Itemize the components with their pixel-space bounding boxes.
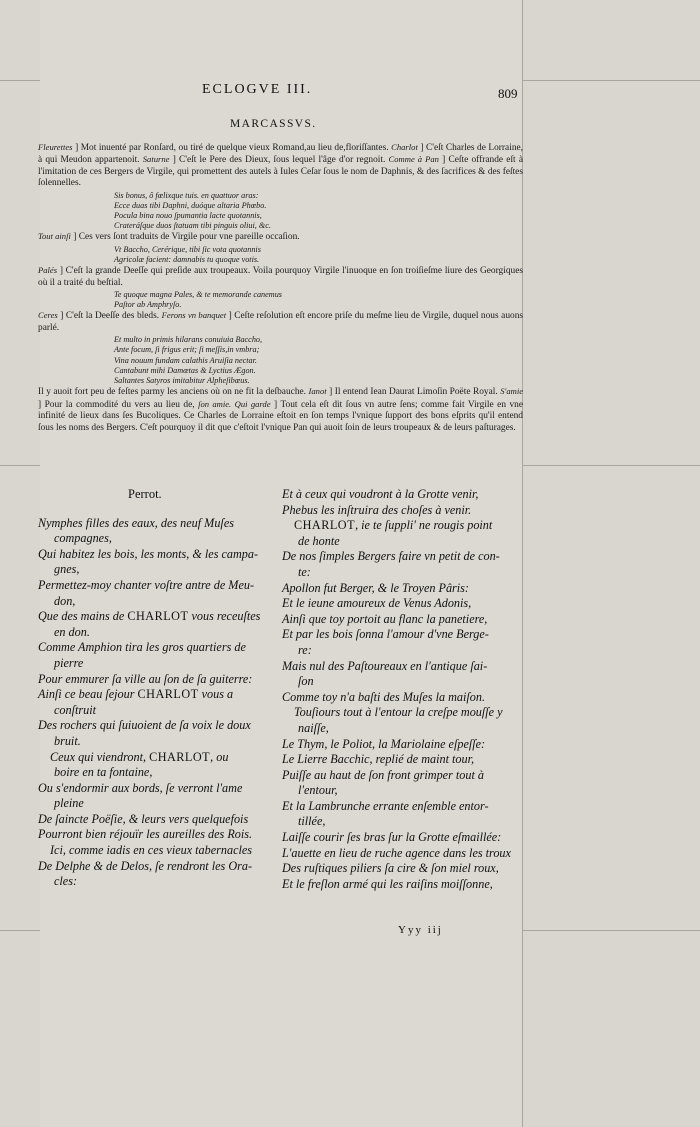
poem-line: conſtruit <box>54 702 96 717</box>
poem-line: don, <box>54 593 76 608</box>
poem-line: Le Lierre Bacchic, replié de maint tour, <box>282 752 475 767</box>
note-paragraph <box>38 265 523 289</box>
poem-line: Permettez-moy chanter voſtre antre de Meu- <box>38 577 255 592</box>
note-lemma: Ferons vn banquet <box>161 310 227 321</box>
poem-line: Des rochers qui ſuiuoient de ſa voix le doux <box>38 718 251 733</box>
poem-line: Apollon fut Berger, & le Troyen Pâris: <box>282 580 469 595</box>
poem-line: te: <box>298 564 311 579</box>
latin-quote <box>114 290 523 310</box>
poem-line: Le Thym, le Poliot, la Mariolaine eſpeſſe: <box>282 736 486 751</box>
poem-line: Laiſſe courir ſes bras ſur la Grotte eſmaillée: <box>282 830 502 845</box>
note-lemma: Tout ainſi <box>38 231 71 242</box>
poem-column-right <box>282 487 524 892</box>
poem-line: compagnes, <box>54 531 112 546</box>
poem-line: Et par les bois ſonna l'amour d'vne Berge- <box>282 627 489 642</box>
poem-line: De ſaincte Poëſie, & leurs vers quelquefois <box>38 811 249 826</box>
quote-line: Sis bonus, ô fœlixque tuis. en quattuor aras: <box>114 190 259 200</box>
note-paragraph <box>38 142 523 190</box>
note-text: ] Tout cela eſt dit ſous vn autre ſens; comme fait Virgile en vne infinité de lieux dans ſes Bucoliques. Ce Charles de Lorraine eſtoit en ſon temps l'vnique ſupport des bons eſprits qu'il entend ſous les noms des Bergers. C'eſt pourquoy il dit que c'eſtoit l'vnique Pan qui auoit ſoin de leurs troupeaux & de leurs paſturages. <box>38 399 524 433</box>
poem-line: Que des mains de CHARLOT vous receuſtes <box>38 609 261 624</box>
quote-line: Cantabunt mihi Damœtas & Lyctius Ægon. <box>114 365 256 375</box>
poem-line: cles: <box>54 874 78 889</box>
quote-line: Te quoque magna Pales, & te memorande canemus <box>114 290 282 300</box>
poem-line: l'entour, <box>298 783 338 798</box>
quote-line: Pocula bina nouo ſpumantia lacte quotannis, <box>114 211 262 221</box>
note-lemma: Ianot <box>308 386 327 397</box>
latin-quote <box>114 191 523 232</box>
note-text: ] Ceſte offrande eſt à l'imitation de ces Bergers de Virgile, qui promettent des autels à Iules Ceſar ſous le nom de Daphnis, & des ſacrifices & des feſtes ſolennelles. <box>38 155 524 189</box>
note-text: ] C'eſt la grande Deeſſe qui preſide aux troupeaux. Voila pourquoy Virgile l'inuoque en ſon troiſieſme liure des Georgiques où il a traité du beſtial. <box>38 266 524 288</box>
poem-line: Ceux qui viendront, CHARLOT, ou <box>50 749 229 764</box>
catchword: Yyy iij <box>398 924 443 936</box>
note-paragraph <box>38 231 523 243</box>
quote-line: Paſtor ab Amphryſo. <box>114 300 182 310</box>
poem-line: Comme Amphion tira les gros quartiers de <box>38 640 246 655</box>
note-lemma: Qui garde <box>234 398 271 409</box>
poem-line: Mais nul des Paſtoureaux en l'antique ſai- <box>282 658 488 673</box>
poem-line: de honte <box>298 533 340 548</box>
note-text: ] Ces vers ſont traduits de Virgile pour vne pareille occaſion. <box>73 232 300 243</box>
poem-line: Et le freſlon armé qui les raiſins moiſſonne, <box>282 876 493 891</box>
note-text: ] Ceſte reſolution eſt encore priſe du meſme lieu de Virgile, duquel nous auons parlé. <box>38 311 524 333</box>
poem-line: en don. <box>54 624 90 639</box>
quote-line: Crateráſque duos ſtatuam tibi pinguis oliui, &c. <box>114 221 271 231</box>
name-charlot: CHARLOT <box>149 749 211 764</box>
poem-line: CHARLOT, ie te ſuppli' ne rougis point <box>294 518 493 533</box>
poem-line: Ainſi ce beau ſejour CHARLOT vous a <box>38 687 234 702</box>
poem-line: re: <box>298 642 312 657</box>
poem-line: Phebus les inſtruira des choſes à venir. <box>282 502 472 517</box>
poem-line: Pourront bien réjouïr les aureilles des Rois. <box>38 827 253 842</box>
name-charlot: CHARLOT <box>137 687 199 702</box>
note-lemma: Palés <box>38 265 58 276</box>
speaker-name: Perrot. <box>128 487 162 501</box>
poem-line: Touſiours tout à l'entour la creſpe mouſſe y <box>294 705 503 720</box>
poem-line: De Delphe & de Delos, ſe rendront les Ora- <box>38 858 253 873</box>
quote-line: Agricolæ facient: damnabis tu quoque votis. <box>114 255 260 265</box>
section-title: MARCASSVS. <box>230 118 317 130</box>
poem-line: pleine <box>54 796 84 811</box>
poem-line: Ici, comme iadis en ces vieux tabernacles <box>50 843 253 858</box>
poem-line: Qui habitez les bois, les monts, & les campa- <box>38 546 259 561</box>
poem-line: Pour emmurer ſa ville au ſon de ſa guiterre: <box>38 671 253 686</box>
poem-line: Des ruſtiques piliers ſa cire & ſon miel roux, <box>282 861 499 876</box>
note-lemma: Fleurettes <box>38 142 73 152</box>
poem-line: tillée, <box>298 814 326 829</box>
note-lemma: Saturne <box>142 154 170 165</box>
note-text: Il y auoit fort peu de feſtes parmy les anciens où on ne fit la deſbauche. <box>38 387 307 398</box>
poem-line: Ou s'endormir aux bords, ſe verront l'ame <box>38 780 243 795</box>
note-lemma: Ceres <box>38 310 58 321</box>
name-charlot: CHARLOT <box>127 609 189 624</box>
quote-line: Ecce duas tibi Daphni, duóque altaria Phœbo. <box>114 200 267 210</box>
poem-lines-right <box>282 487 524 892</box>
note-lemma: S'amie <box>500 386 524 397</box>
note-text: ] Pour la commodité du vers au lieu de, <box>38 399 195 410</box>
latin-quote <box>114 335 523 386</box>
note-lemma: Charlot <box>391 142 418 152</box>
poem-line: pierre <box>54 655 84 670</box>
note-paragraph <box>38 310 523 334</box>
poem-line: bruit. <box>54 733 81 748</box>
poem-line: Puiſſe au haut de ſon front grimper tout à <box>282 767 484 782</box>
note-text: ] C'eſt Charles de Lorraine, à qui Meudon appartenoit. <box>38 143 524 166</box>
quote-line: Vina nouum fundam calathis Aruiſia nectar. <box>114 355 257 365</box>
note-text: ] Mot inuenté par Ronſard, ou tiré de quelque vieux Romand,au lieu de,floriſſantes. <box>75 143 389 153</box>
note-paragraph <box>38 386 523 434</box>
poem-line: De nos ſimples Bergers faire vn petit de con- <box>282 549 500 564</box>
poem-line: Ainſi que toy portoit au flanc la panetiere, <box>282 611 488 626</box>
commentary-notes <box>38 142 523 435</box>
note-text: ] Il entend Iean Daurat Limoſin Poëte Royal. <box>329 387 498 398</box>
poem-line: Et à ceux qui voudront à la Grotte venir, <box>282 487 479 501</box>
poem-column-left <box>38 487 270 890</box>
note-text: ] C'eſt la Deeſſe des bleds. <box>60 311 160 322</box>
poem-line: L'auette en lieu de ruche agence dans les troux <box>282 845 511 860</box>
note-lemma: ſon amie. <box>198 398 232 409</box>
quote-line: Ante focum, ſi frigus erit; ſi meſſis,in vmbra; <box>114 345 260 355</box>
quote-line: Vt Baccho, Cerérique, tibi ſic vota quotannis <box>114 244 261 254</box>
poem-line: Et le ieune amoureux de Venus Adonis, <box>282 596 472 611</box>
name-charlot: CHARLOT <box>294 518 356 533</box>
quote-line: Saltantes Satyros imitabitur Alpheſibœus. <box>114 376 250 386</box>
poem-line: Nymphes filles des eaux, des neuf Muſes <box>38 515 234 530</box>
poem-line: gnes, <box>54 562 80 577</box>
poem-lines-left <box>38 516 270 890</box>
poem-line: Comme toy n'a baſti des Muſes la maiſon. <box>282 689 486 704</box>
running-title: ECLOGVE III. <box>202 82 313 97</box>
poem-line: boire en ta fontaine, <box>54 765 153 780</box>
note-text: ] C'eſt le Pere des Dieux, ſous lequel l'âge d'or regnoit. <box>172 155 386 166</box>
page-number: 809 <box>498 86 518 101</box>
poem-line: Et la Lambrunche errante enſemble entor- <box>282 798 489 813</box>
note-lemma: Comme à Pan <box>388 154 439 165</box>
latin-quote <box>114 245 523 265</box>
poem-line: naiſſe, <box>298 720 329 735</box>
quote-line: Et multo in primis hilarans conuiuia Baccho, <box>114 335 263 345</box>
poem-line: ſon <box>298 674 314 689</box>
